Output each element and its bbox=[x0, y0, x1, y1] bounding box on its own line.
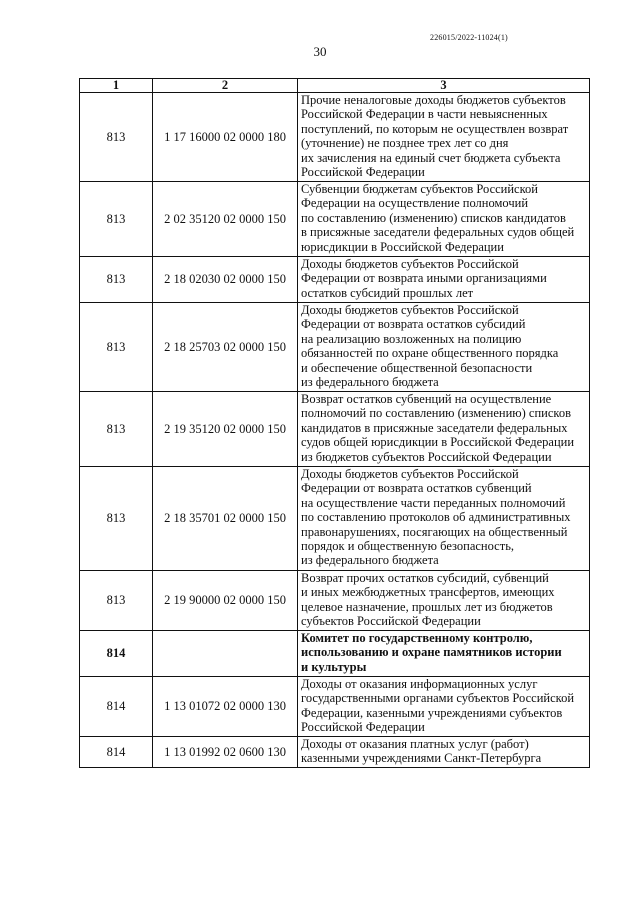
revenue-name-cell bbox=[298, 571, 590, 631]
revenue-name-line: казенными учреждениями Санкт-Петербурга bbox=[301, 751, 542, 766]
revenue-name-line: судов общей юрисдикции в Российской Федерации bbox=[301, 435, 575, 450]
administrator-code-cell: 813 bbox=[80, 571, 153, 631]
revenue-name-line: целевое назначение, прошлых лет из бюджетов bbox=[301, 599, 553, 614]
column-header-1: 1 bbox=[80, 79, 153, 93]
revenue-name-line: правонарушениях, посягающих на общественный bbox=[301, 524, 568, 539]
budget-classification-code-cell: 1 17 16000 02 0000 180 bbox=[153, 93, 298, 182]
column-header-2: 2 bbox=[153, 79, 298, 93]
revenue-name-line: Возврат прочих остатков субсидий, субвенций bbox=[301, 571, 549, 585]
revenue-name-line: Федерации от возврата остатков субсидий bbox=[301, 317, 526, 332]
budget-classification-code-cell: 2 19 35120 02 0000 150 bbox=[153, 392, 298, 467]
revenue-name-line: юрисдикции в Российской Федерации bbox=[301, 239, 504, 254]
administrator-code-cell: 813 bbox=[80, 93, 153, 182]
table-row bbox=[80, 677, 590, 737]
revenue-name-line: Прочие неналоговые доходы бюджетов субъектов bbox=[301, 93, 566, 107]
revenue-name-line: Доходы от оказания информационных услуг bbox=[301, 677, 538, 691]
administrator-code-cell: 813 bbox=[80, 392, 153, 467]
budget-classification-code-cell: 1 13 01072 02 0000 130 bbox=[153, 677, 298, 737]
table-body bbox=[80, 93, 590, 768]
administrator-code-cell: 814 bbox=[80, 737, 153, 768]
revenue-name-line: их зачисления на единый счет бюджета субъекта bbox=[301, 150, 561, 165]
budget-classification-code-cell: 2 19 90000 02 0000 150 bbox=[153, 571, 298, 631]
revenue-name-cell bbox=[298, 257, 590, 303]
revenue-name-line: на реализацию возложенных на полицию bbox=[301, 331, 522, 346]
budget-classification-code-cell bbox=[153, 631, 298, 677]
section-header-row bbox=[80, 631, 590, 677]
revenue-name-line: (уточнение) не позднее трех лет со дня bbox=[301, 136, 509, 151]
table-row bbox=[80, 93, 590, 182]
revenue-name-line: государственными органами субъектов Российской bbox=[301, 691, 575, 706]
revenue-name-cell bbox=[298, 737, 590, 768]
table-row bbox=[80, 303, 590, 392]
budget-classification-code-cell: 2 18 35701 02 0000 150 bbox=[153, 467, 298, 571]
administrator-code-cell: 813 bbox=[80, 303, 153, 392]
budget-classification-code-cell: 2 02 35120 02 0000 150 bbox=[153, 182, 298, 257]
revenue-name-line: кандидатов в присяжные заседатели федеральных bbox=[301, 420, 568, 435]
revenue-name-line: и культуры bbox=[301, 659, 367, 674]
administrator-code-cell: 814 bbox=[80, 631, 153, 677]
revenue-name-line: Возврат остатков субвенций на осуществление bbox=[301, 392, 552, 406]
revenue-name-line: из федерального бюджета bbox=[301, 553, 439, 568]
administrator-code-cell: 813 bbox=[80, 467, 153, 571]
revenue-name-cell bbox=[298, 677, 590, 737]
revenue-name-line: Российской Федерации bbox=[301, 165, 425, 180]
revenue-name-cell bbox=[298, 392, 590, 467]
revenue-name-cell bbox=[298, 93, 590, 182]
revenue-name-line: по составлению протоколов об административных bbox=[301, 510, 571, 525]
revenue-name-line: Федерации от возврата остатков субвенций bbox=[301, 481, 532, 496]
revenue-name-line: субъектов Российской Федерации bbox=[301, 614, 481, 629]
revenue-name-cell bbox=[298, 467, 590, 571]
section-title-cell bbox=[298, 631, 590, 677]
budget-classification-code-cell: 2 18 25703 02 0000 150 bbox=[153, 303, 298, 392]
revenue-name-cell bbox=[298, 303, 590, 392]
revenue-name-line: и иных межбюджетных трансфертов, имеющих bbox=[301, 585, 555, 600]
administrator-code-cell: 813 bbox=[80, 257, 153, 303]
revenue-name-line: Федерации на осуществление полномочий bbox=[301, 196, 529, 211]
revenue-name-line: использованию и охране памятников истории bbox=[301, 645, 562, 660]
revenue-name-line: на осуществление части переданных полномочий bbox=[301, 495, 566, 510]
table-header-row bbox=[80, 79, 590, 93]
budget-revenue-table bbox=[79, 78, 590, 768]
budget-classification-code-cell: 1 13 01992 02 0600 130 bbox=[153, 737, 298, 768]
revenue-name-line: из федерального бюджета bbox=[301, 375, 439, 390]
revenue-name-line: по составлению (изменению) списков кандидатов bbox=[301, 210, 566, 225]
column-header-3: 3 bbox=[298, 79, 590, 93]
table-row bbox=[80, 737, 590, 768]
table-row bbox=[80, 571, 590, 631]
budget-classification-code-cell: 2 18 02030 02 0000 150 bbox=[153, 257, 298, 303]
administrator-code-cell: 814 bbox=[80, 677, 153, 737]
revenue-name-line: Российской Федерации в части невыясненных bbox=[301, 107, 548, 122]
document-registration-number: 226015/2022-11024(1) bbox=[430, 33, 508, 42]
revenue-name-line: в присяжные заседатели федеральных судов общей bbox=[301, 225, 575, 240]
revenue-name-line: Федерации от возврата иными организациями bbox=[301, 271, 547, 286]
revenue-name-line: и обеспечение общественной безопасности bbox=[301, 360, 533, 375]
administrator-code-cell: 813 bbox=[80, 182, 153, 257]
revenue-name-line: остатков субсидий прошлых лет bbox=[301, 285, 474, 300]
revenue-name-line: Доходы бюджетов субъектов Российской bbox=[301, 257, 519, 271]
table-row bbox=[80, 182, 590, 257]
table-row bbox=[80, 392, 590, 467]
table-row bbox=[80, 467, 590, 571]
revenue-name-line: порядок и общественную безопасность, bbox=[301, 539, 515, 554]
revenue-name-line: Доходы бюджетов субъектов Российской bbox=[301, 467, 519, 481]
revenue-name-line: Субвенции бюджетам субъектов Российской bbox=[301, 182, 538, 196]
revenue-name-line: из бюджетов субъектов Российской Федерации bbox=[301, 449, 552, 464]
revenue-name-cell bbox=[298, 182, 590, 257]
revenue-name-line: Доходы от оказания платных услуг (работ) bbox=[301, 737, 529, 751]
revenue-name-line: обязанностей по охране общественного порядка bbox=[301, 346, 559, 361]
revenue-name-line: Комитет по государственному контролю, bbox=[301, 631, 533, 645]
revenue-name-line: Федерации, казенными учреждениями субъектов bbox=[301, 705, 563, 720]
revenue-name-line: Российской Федерации bbox=[301, 720, 425, 735]
page-number: 30 bbox=[313, 44, 327, 59]
revenue-name-line: Доходы бюджетов субъектов Российской bbox=[301, 303, 519, 317]
table-row bbox=[80, 257, 590, 303]
revenue-name-line: поступлений, по которым не осуществлен возврат bbox=[301, 121, 569, 136]
revenue-name-line: полномочий по составлению (изменению) списков bbox=[301, 406, 571, 421]
